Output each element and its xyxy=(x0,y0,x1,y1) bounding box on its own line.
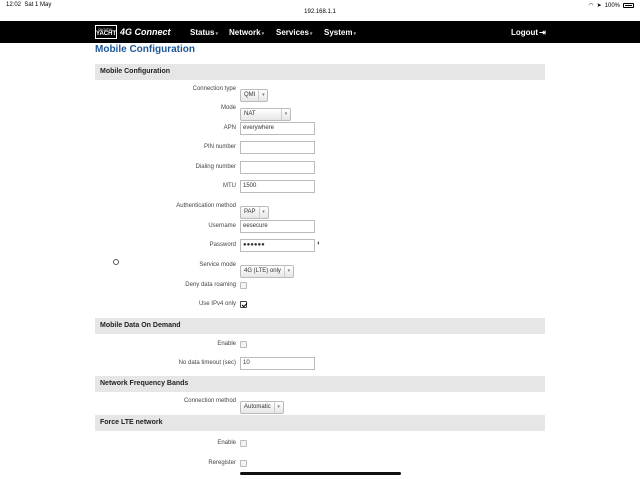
pin-input[interactable] xyxy=(240,141,315,154)
nav-system[interactable]: System▾ xyxy=(324,28,356,37)
product-name: 4G Connect xyxy=(120,27,171,37)
nav-network[interactable]: Network▾ xyxy=(229,28,265,37)
location-icon: ➤ xyxy=(596,3,602,9)
dialing-number-input[interactable] xyxy=(240,161,315,174)
section-network-frequency-bands: Network Frequency Bands xyxy=(95,376,545,392)
nav-status[interactable]: Status▾ xyxy=(190,28,218,37)
chevron-down-icon: ▾ xyxy=(284,266,293,277)
row-mtu: MTU 1500 xyxy=(95,180,545,194)
section-mobile-configuration: Mobile Configuration xyxy=(95,64,545,80)
nav-services[interactable]: Services▾ xyxy=(276,28,313,37)
status-indicators xyxy=(588,2,634,9)
chevron-down-icon: ▾ xyxy=(281,109,290,120)
ios-status-bar xyxy=(0,0,640,20)
reveal-password-icon[interactable]: ◐ xyxy=(317,240,322,247)
row-connection-method: Connection method Automatic ▾ xyxy=(95,395,545,409)
home-indicator[interactable] xyxy=(240,472,401,475)
force-lte-enable-checkbox[interactable] xyxy=(240,440,247,447)
ipv4-only-checkbox[interactable] xyxy=(240,301,247,308)
chevron-down-icon: ▾ xyxy=(215,31,218,37)
row-password: Password ●●●●●● ◐ xyxy=(95,239,545,253)
row-connection-type: Connection type QMI ▾ xyxy=(95,83,545,97)
address-bar-url[interactable]: 192.168.1.1 xyxy=(304,9,336,15)
chevron-down-icon: ▾ xyxy=(274,402,283,413)
connection-method-select[interactable]: Automatic ▾ xyxy=(240,401,284,414)
chevron-down-icon: ▾ xyxy=(258,90,267,101)
row-deny-roaming: Deny data roaming xyxy=(95,279,545,293)
auth-method-select[interactable]: PAP ▾ xyxy=(240,206,269,219)
chevron-down-icon: ▾ xyxy=(259,207,268,218)
battery-icon xyxy=(623,3,634,8)
row-username: Username eesecure xyxy=(95,220,545,234)
no-data-timeout-input[interactable]: 10 xyxy=(240,357,315,370)
password-input[interactable]: ●●●●●● xyxy=(240,239,315,252)
battery-percent: 100% xyxy=(604,2,620,9)
apn-input[interactable]: everywhere xyxy=(240,122,315,135)
row-no-data-timeout: No data timeout (sec) 10 xyxy=(95,357,545,371)
section-mobile-data-on-demand: Mobile Data On Demand xyxy=(95,318,545,334)
row-pin: PIN number xyxy=(95,141,545,155)
mtu-input[interactable]: 1500 xyxy=(240,180,315,193)
connection-type-select[interactable]: QMI ▾ xyxy=(240,89,268,102)
deny-roaming-checkbox[interactable] xyxy=(240,282,247,289)
logout-button[interactable]: Logout⇥ xyxy=(511,28,546,37)
logout-icon: ⇥ xyxy=(539,28,546,37)
section-force-lte-network: Force LTE network xyxy=(95,415,545,431)
row-dialing: Dialing number xyxy=(95,161,545,175)
mode-select[interactable]: NAT ▾ xyxy=(240,108,291,121)
row-ipv4-only: Use IPv4 only xyxy=(95,298,545,312)
status-time: 12:02 Sat 1 May xyxy=(6,2,52,8)
reregister-checkbox[interactable] xyxy=(240,460,247,467)
row-service-mode: Service mode 4G (LTE) only ▾ xyxy=(95,259,545,273)
chevron-down-icon: ▾ xyxy=(353,31,356,37)
row-auth-method: Authentication method PAP ▾ xyxy=(95,200,545,214)
row-reregister: Reregister xyxy=(95,457,545,471)
row-mode: Mode NAT ▾ xyxy=(95,102,545,116)
service-mode-select[interactable]: 4G (LTE) only ▾ xyxy=(240,265,294,278)
wifi-icon: ◠ xyxy=(588,3,594,9)
yacht-logo-icon: DIGITAL YACHT xyxy=(96,27,117,37)
username-input[interactable]: eesecure xyxy=(240,220,315,233)
brand-logo[interactable] xyxy=(95,25,171,39)
chevron-down-icon: ▾ xyxy=(261,31,265,37)
row-force-lte-enable: Enable xyxy=(95,437,545,451)
chevron-down-icon: ▾ xyxy=(309,31,313,37)
row-on-demand-enable: Enable xyxy=(95,338,545,352)
top-navbar xyxy=(0,21,640,43)
page-title: Mobile Configuration xyxy=(95,44,195,55)
row-apn: APN everywhere xyxy=(95,122,545,136)
on-demand-enable-checkbox[interactable] xyxy=(240,341,247,348)
